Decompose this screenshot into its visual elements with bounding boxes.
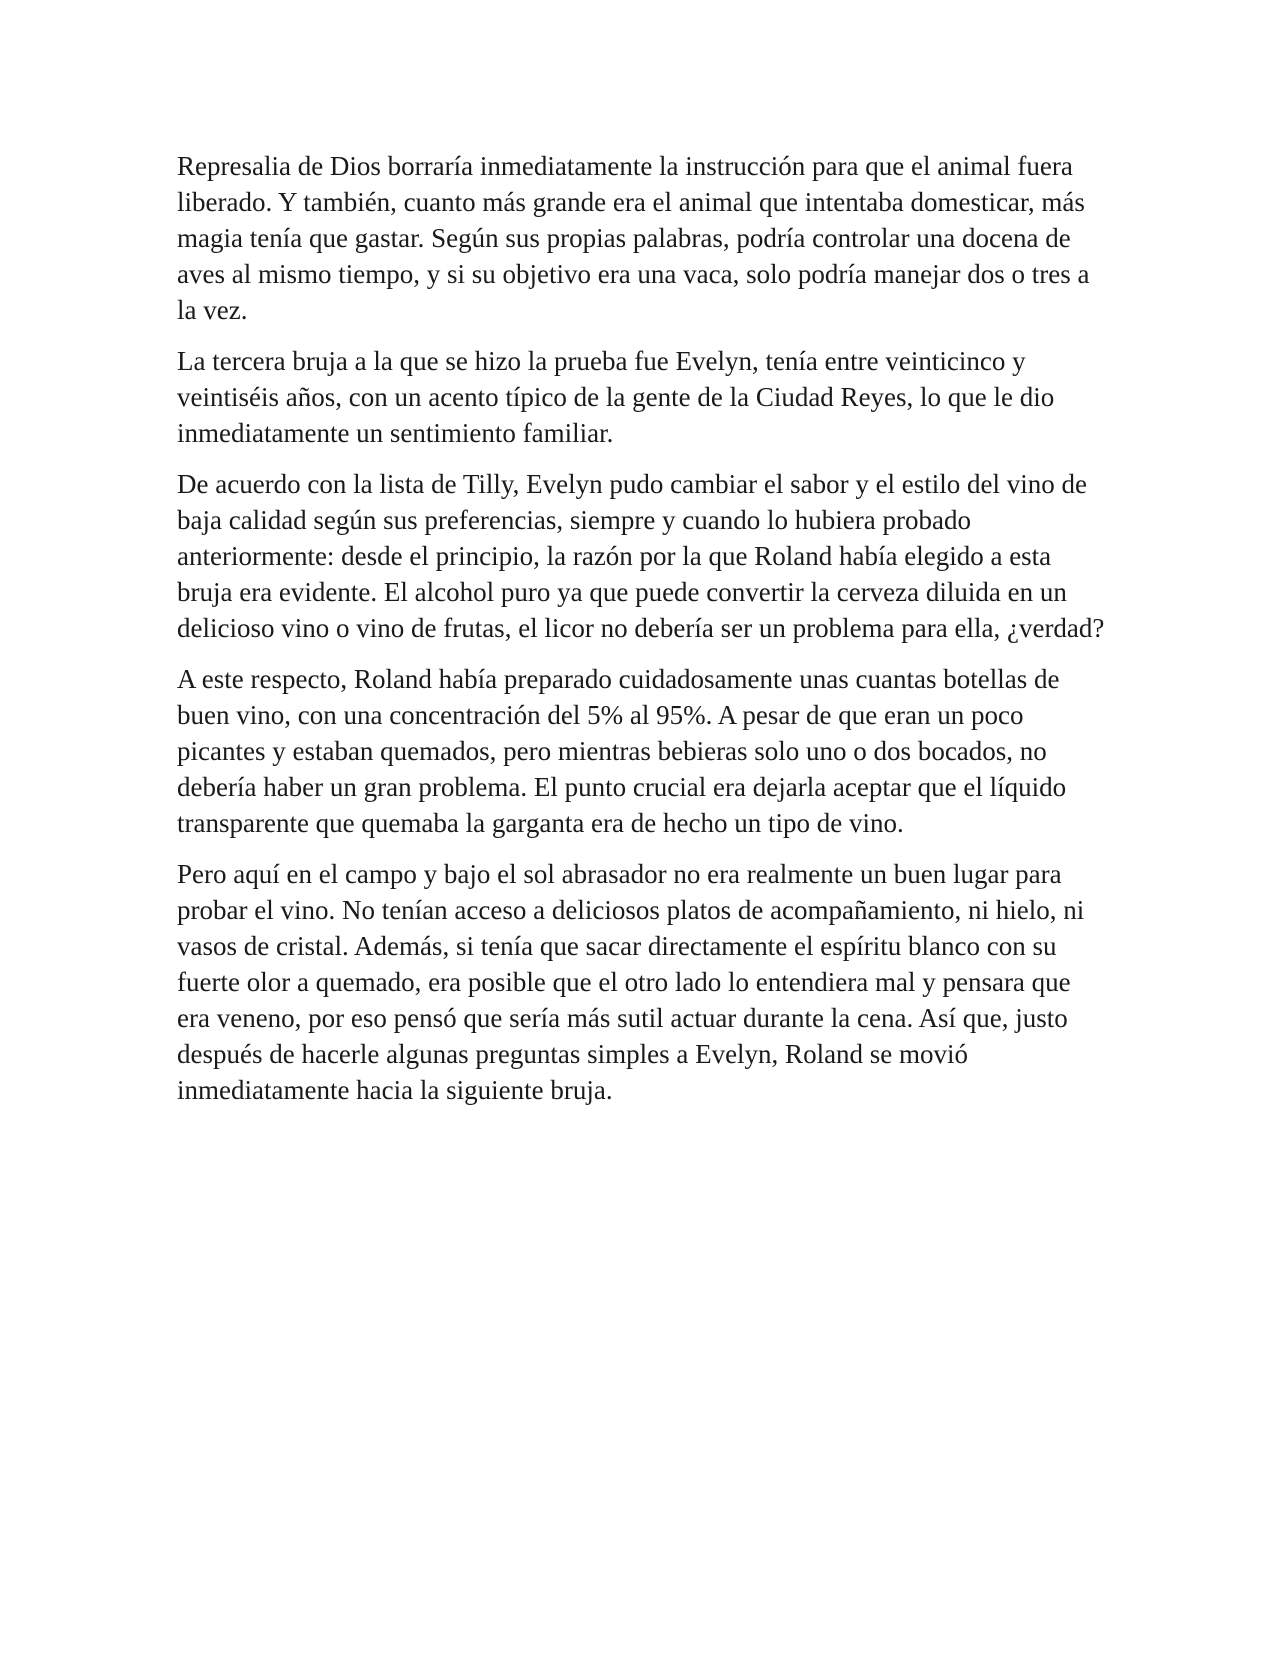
paragraph-3: De acuerdo con la lista de Tilly, Evelyn pudo cambiar el sabor y el estilo del vino de baja calidad según sus preferencias, siempre y cuando lo hubiera probado anteriormente: desde el principio, la razón por la que Roland había elegido a esta bruja era evidente. El alcohol puro ya que puede convertir la cerveza diluida en un delicioso vino o vino de frutas, el licor no debería ser un problema para ella, ¿verdad?	[177, 469, 1105, 643]
paragraph-1: Represalia de Dios borraría inmediatamente la instrucción para que el animal fuera liberado. Y también, cuanto más grande era el animal que intentaba domesticar, más magia tenía que gastar. Según sus propias palabras, podría controlar una docena de aves al mismo tiempo, y si su objetivo era una vaca, solo podría manejar dos o tres a la vez.	[177, 151, 1090, 325]
paragraph-2: La tercera bruja a la que se hizo la prueba fue Evelyn, tenía entre veinticinco y veintiséis años, con un acento típico de la gente de la Ciudad Reyes, lo que le dio inmediatamente un sentimiento familiar.	[177, 346, 1055, 448]
document-body	[177, 148, 1107, 1123]
paragraph-5: Pero aquí en el campo y bajo el sol abrasador no era realmente un buen lugar para probar el vino. No tenían acceso a deliciosos platos de acompañamiento, ni hielo, ni vasos de cristal. Además, si tenía que sacar directamente el espíritu blanco con su fuerte olor a quemado, era posible que el otro lado lo entendiera mal y pensara que era veneno, por eso pensó que sería más sutil actuar durante la cena. Así que, justo después de hacerle algunas preguntas simples a Evelyn, Roland se movió inmediatamente hacia la siguiente bruja.	[177, 859, 1085, 1105]
paragraph-4: A este respecto, Roland había preparado cuidadosamente unas cuantas botellas de buen vino, con una concentración del 5% al 95%. A pesar de que eran un poco picantes y estaban quemados, pero mientras bebieras solo uno o dos bocados, no debería haber un gran problema. El punto crucial era dejarla aceptar que el líquido transparente que quemaba la garganta era de hecho un tipo de vino.	[177, 664, 1067, 838]
